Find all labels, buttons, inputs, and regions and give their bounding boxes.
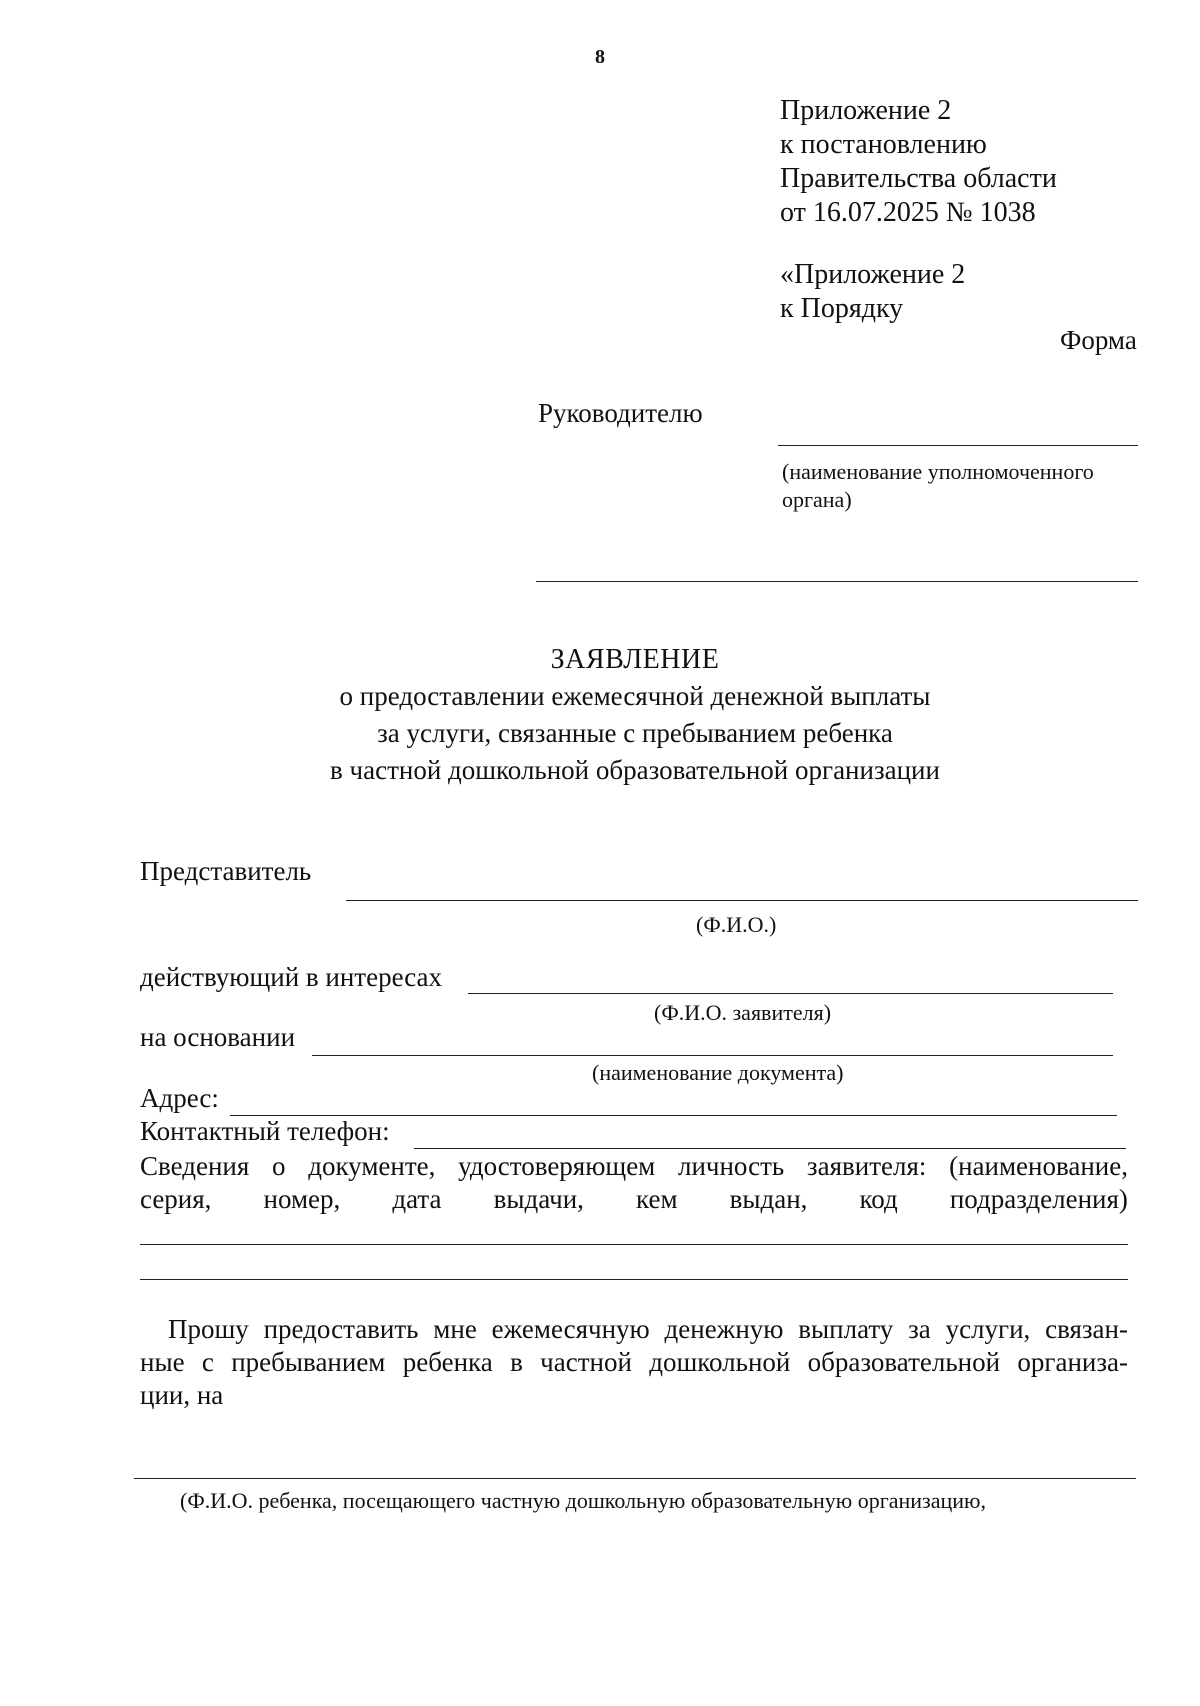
document-title: ЗАЯВЛЕНИЕ [550,644,720,675]
appendix-header-line: к постановлению [780,129,987,160]
id-document-line-1: Сведения о документе, удостоверяющем личность заявителя: (наименование, [140,1151,1128,1181]
appendix-header-line: Приложение 2 [780,95,952,126]
id-document-word: дата [392,1184,442,1214]
id-document-word: кем [636,1184,678,1214]
child-name-line[interactable] [134,1478,1136,1479]
addressee-authority-line [778,445,1138,446]
request-line: ные с пребыванием ребенка в частной дошкольной образовательной организа- [140,1347,1128,1377]
id-document-word: подразделения) [949,1184,1128,1214]
appendix-header-line: от 16.07.2025 № 1038 [780,197,1036,228]
addressee-name-line [536,581,1138,582]
id-document-line-blank-1[interactable] [140,1244,1128,1245]
addressee-caption-line: органа) [782,487,852,512]
appendix-order-line: «Приложение 2 [780,259,966,290]
appendix-header-line: Правительства области [780,163,1057,194]
representative-label: Представитель [140,856,312,886]
request-paragraph [140,1313,1128,1412]
representative-name-line[interactable] [346,900,1138,901]
acting-label: действующий в интересах [140,962,443,992]
phone-line[interactable] [414,1148,1126,1149]
request-line: Прошу предоставить мне ежемесячную денежную выплату за услуги, связан- [168,1314,1128,1344]
subtitle-line: о предоставлении ежемесячной денежной выплаты [339,681,931,711]
addressee-label: Руководителю [538,398,703,428]
id-document-word: номер, [263,1184,341,1214]
applicant-caption: (Ф.И.О. заявителя) [654,1000,832,1025]
appendix-order [780,258,965,326]
form-label: Форма [1060,325,1137,355]
address-label: Адрес: [140,1083,219,1113]
addressee-caption-line: (наименование уполномоченного [782,459,1094,484]
applicant-name-line[interactable] [468,993,1113,994]
appendix-header [780,94,1057,230]
id-document-word: серия, [140,1184,212,1214]
phone-label: Контактный телефон: [140,1116,390,1146]
page-number: 8 [595,46,605,68]
addressee-caption [782,458,1094,514]
id-document-word: выдачи, [493,1184,584,1214]
id-document-word: код [859,1184,898,1214]
basis-document-line[interactable] [312,1055,1113,1056]
subtitle-line: за услуги, связанные с пребыванием ребенка [377,718,893,748]
basis-caption: (наименование документа) [592,1060,844,1085]
id-document-line-blank-2[interactable] [140,1279,1128,1280]
representative-caption: (Ф.И.О.) [696,912,777,937]
request-line: ции, на [140,1380,224,1410]
child-caption: (Ф.И.О. ребенка, посещающего частную дошкольную образовательную организацию, [180,1488,986,1513]
subtitle-line: в частной дошкольной образовательной организации [330,755,940,785]
basis-label: на основании [140,1022,296,1052]
id-document-word: выдан, [729,1184,808,1214]
appendix-order-line: к Порядку [780,293,904,324]
document-subtitle [0,678,1200,789]
id-document-line-2 [140,1183,1128,1216]
